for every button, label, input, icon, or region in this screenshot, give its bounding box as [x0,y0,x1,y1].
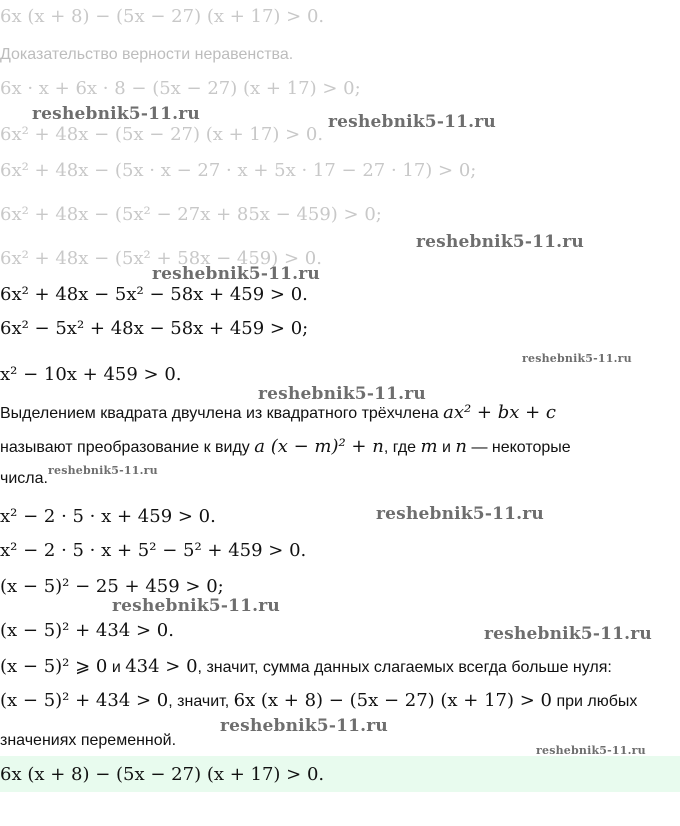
step-line: 6x² + 48x − 5x² − 58x + 459 > 0. [0,284,308,305]
step-line: (x − 5)² − 25 + 459 > 0; [0,576,224,597]
definition-text-line [0,402,556,423]
watermark-text: reshebnik5-11.ru [48,464,158,477]
conclusion-text: и [107,659,126,676]
watermark-text: reshebnik5-11.ru [258,384,426,404]
definition-text: — некоторые [467,439,571,456]
definition-text: , где [383,439,421,456]
faded-inequality-line: 6x (x + 8) − (5x − 27) (x + 17) > 0. [0,6,325,27]
faded-step-line: 6x² + 48x − (5x · x − 27 · x + 5x · 17 − 27 · 17) > 0; [0,160,477,181]
faded-step-line: 6x² + 48x − (5x² + 58x − 459) > 0. [0,248,322,269]
definition-text-end: числа. [0,470,48,487]
conclusion-text: при любых [552,693,638,710]
watermark-text: reshebnik5-11.ru [536,744,646,757]
variable-m: m [420,436,438,457]
watermark-text: reshebnik5-11.ru [152,264,320,284]
definition-text: называют преобразование к виду [0,439,255,456]
step-line: (x − 5)² + 434 > 0. [0,620,174,641]
watermark-text: reshebnik5-11.ru [484,624,652,644]
watermark-text: reshebnik5-11.ru [220,716,388,736]
watermark-text: reshebnik5-11.ru [32,104,200,124]
square-nonnegative: (x − 5)² ⩾ 0 [0,656,108,677]
watermark-text: reshebnik5-11.ru [522,352,632,365]
step-line: 6x² − 5x² + 48x − 58x + 459 > 0; [0,318,309,339]
conclusion-text-end: значениях переменной. [0,732,177,749]
constant-positive: 434 > 0 [125,656,198,677]
trinomial-expression: ax² + bx + c [443,402,556,423]
definition-text: Выделением квадрата двучлена из квадратного трёхчлена [0,405,444,422]
definition-text: и [437,439,456,456]
conclusion-text: , значит, [168,693,234,710]
watermark-text: reshebnik5-11.ru [416,232,584,252]
step-line: x² − 10x + 459 > 0. [0,364,182,385]
variable-n: n [455,436,467,457]
faded-step-line: 6x² + 48x − (5x − 27) (x + 17) > 0. [0,124,324,145]
conclusion-line [0,690,637,711]
conclusion-line [0,656,612,677]
faded-step-line: 6x² + 48x − (5x² − 27x + 85x − 459) > 0; [0,204,382,225]
definition-text-line [0,436,571,457]
watermark-text: reshebnik5-11.ru [376,504,544,524]
original-inequality: 6x (x + 8) − (5x − 27) (x + 17) > 0 [233,690,553,711]
final-answer: 6x (x + 8) − (5x − 27) (x + 17) > 0. [0,764,325,785]
conclusion-text: , значит, сумма данных слагаемых всегда больше нуля: [197,659,612,676]
vertex-form-expression: a (x − m)² + n [254,436,384,457]
step-line: x² − 2 · 5 · x + 5² − 5² + 459 > 0. [0,540,307,561]
completed-square-expression: (x − 5)² + 434 > 0 [0,690,169,711]
watermark-text: reshebnik5-11.ru [112,596,280,616]
faded-proof-heading: Доказательство верности неравенства. [0,46,294,63]
watermark-text: reshebnik5-11.ru [328,112,496,132]
faded-step-line: 6x · x + 6x · 8 − (5x − 27) (x + 17) > 0; [0,78,361,99]
step-line: x² − 2 · 5 · x + 459 > 0. [0,506,216,527]
